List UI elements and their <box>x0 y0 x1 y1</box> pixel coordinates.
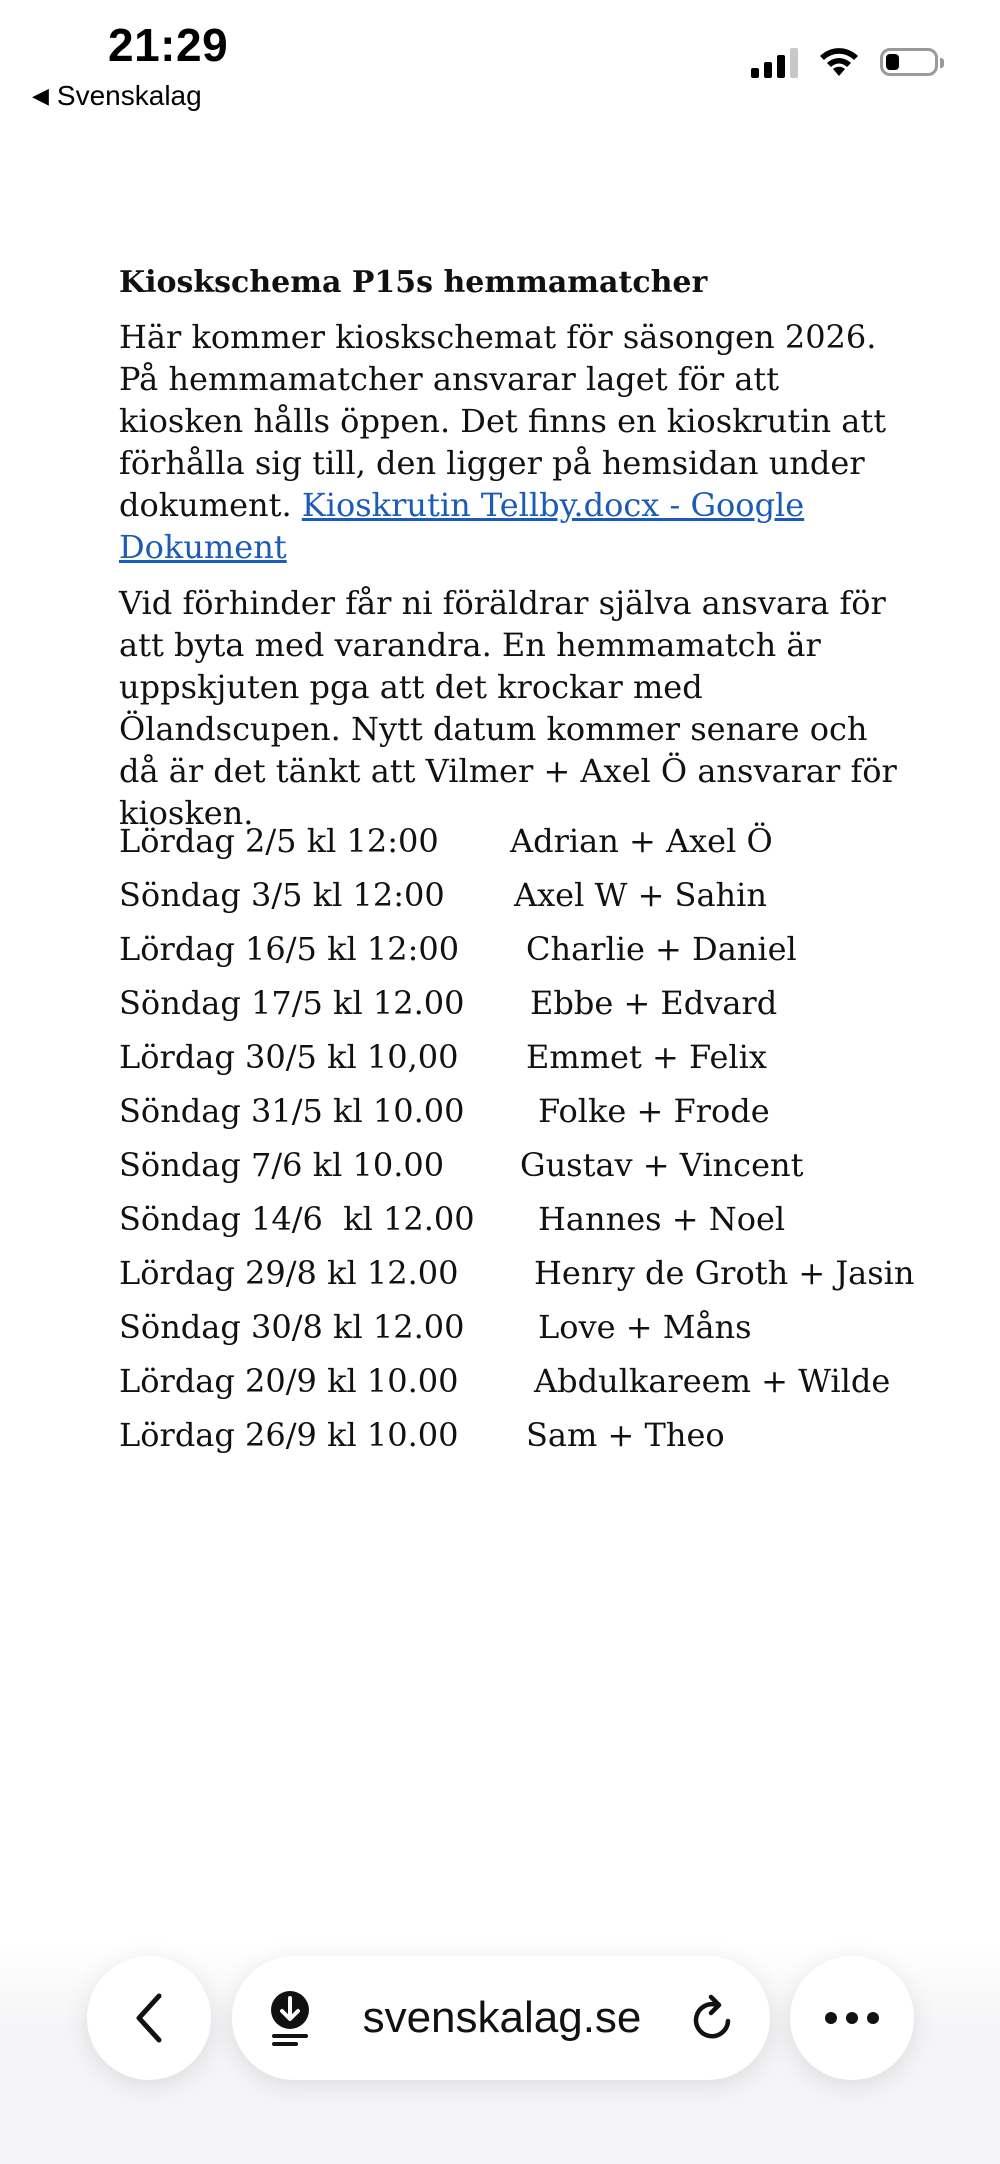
cellular-signal-icon <box>751 46 798 78</box>
schedule-names: Emmet + Felix <box>526 1038 767 1076</box>
schedule-row <box>119 1198 919 1252</box>
schedule-row <box>119 1144 919 1198</box>
schedule-date: Söndag 30/8 kl 12.00 <box>119 1308 465 1346</box>
schedule-row <box>119 1414 919 1468</box>
schedule-date: Söndag 7/6 kl 10.00 <box>119 1146 445 1184</box>
schedule-names: Sam + Theo <box>526 1416 725 1454</box>
clock: 21:29 <box>108 19 229 71</box>
document-content <box>119 262 899 848</box>
status-bar <box>0 0 1000 120</box>
kioskrutin-link[interactable]: Kioskrutin Tellby.docx - Google Dokument <box>119 486 805 566</box>
schedule-names: Abdulkareem + Wilde <box>534 1362 891 1400</box>
address-domain[interactable]: svenskalag.se <box>362 1993 642 2042</box>
schedule-names: Ebbe + Edvard <box>530 984 778 1022</box>
wifi-icon <box>818 46 860 78</box>
schedule-names: Adrian + Axel Ö <box>510 822 773 860</box>
battery-icon <box>880 48 938 76</box>
schedule-date: Lördag 16/5 kl 12:00 <box>119 930 460 968</box>
schedule-names: Henry de Groth + Jasin <box>534 1254 915 1292</box>
status-icons <box>751 46 938 78</box>
intro-text: Här kommer kioskschemat för säsongen 2026. På hemmamatcher ansvarar laget för att kiosken hålls öppen. Det finns en kioskrutin att förhålla sig till, den ligger på hemsidan under dokument. <box>119 318 887 524</box>
schedule-row <box>119 820 919 874</box>
download-icon[interactable] <box>266 1988 314 2048</box>
schedule-date: Söndag 31/5 kl 10.00 <box>119 1092 465 1130</box>
more-icon <box>824 2011 880 2025</box>
schedule-row <box>119 1252 919 1306</box>
reload-icon[interactable] <box>690 1993 736 2043</box>
more-options-button[interactable] <box>790 1956 914 2080</box>
schedule-row <box>119 1036 919 1090</box>
schedule-row <box>119 1090 919 1144</box>
schedule-names: Love + Måns <box>538 1308 752 1346</box>
schedule-date: Söndag 14/6 kl 12.00 <box>119 1200 475 1238</box>
schedule-date: Söndag 3/5 kl 12:00 <box>119 876 445 914</box>
back-triangle-icon: ◀ <box>32 83 49 108</box>
browser-toolbar <box>0 1940 1000 2164</box>
browser-back-button[interactable] <box>87 1956 211 2080</box>
kiosk-schedule <box>119 820 919 1468</box>
schedule-row <box>119 928 919 982</box>
schedule-row <box>119 874 919 928</box>
schedule-date: Lördag 29/8 kl 12.00 <box>119 1254 459 1292</box>
schedule-row <box>119 982 919 1036</box>
schedule-date: Lördag 30/5 kl 10,00 <box>119 1038 459 1076</box>
schedule-row <box>119 1360 919 1414</box>
back-app-label: Svenskalag <box>56 80 202 111</box>
chevron-left-icon <box>129 1990 169 2046</box>
document-title: Kioskschema P15s hemmamatcher <box>119 265 708 300</box>
intro-paragraph <box>119 316 899 568</box>
schedule-names: Hannes + Noel <box>538 1200 786 1238</box>
info-paragraph: Vid förhinder får ni föräldrar själva ansvara för att byta med varandra. En hemmamatch är uppskjuten pga att det krockar med Ölandscupen. Nytt datum kommer senare och då är det tänkt att Vilmer + Axel Ö ansvarar för kiosken. <box>119 584 897 832</box>
schedule-names: Folke + Frode <box>538 1092 770 1130</box>
back-to-app-link[interactable] <box>32 80 202 112</box>
schedule-row <box>119 1306 919 1360</box>
schedule-date: Lördag 20/9 kl 10.00 <box>119 1362 459 1400</box>
schedule-date: Söndag 17/5 kl 12.00 <box>119 984 465 1022</box>
address-bar[interactable] <box>232 1956 770 2080</box>
schedule-names: Gustav + Vincent <box>520 1146 804 1184</box>
schedule-names: Charlie + Daniel <box>526 930 797 968</box>
schedule-date: Lördag 2/5 kl 12:00 <box>119 822 439 860</box>
schedule-date: Lördag 26/9 kl 10.00 <box>119 1416 459 1454</box>
schedule-names: Axel W + Sahin <box>514 876 767 914</box>
